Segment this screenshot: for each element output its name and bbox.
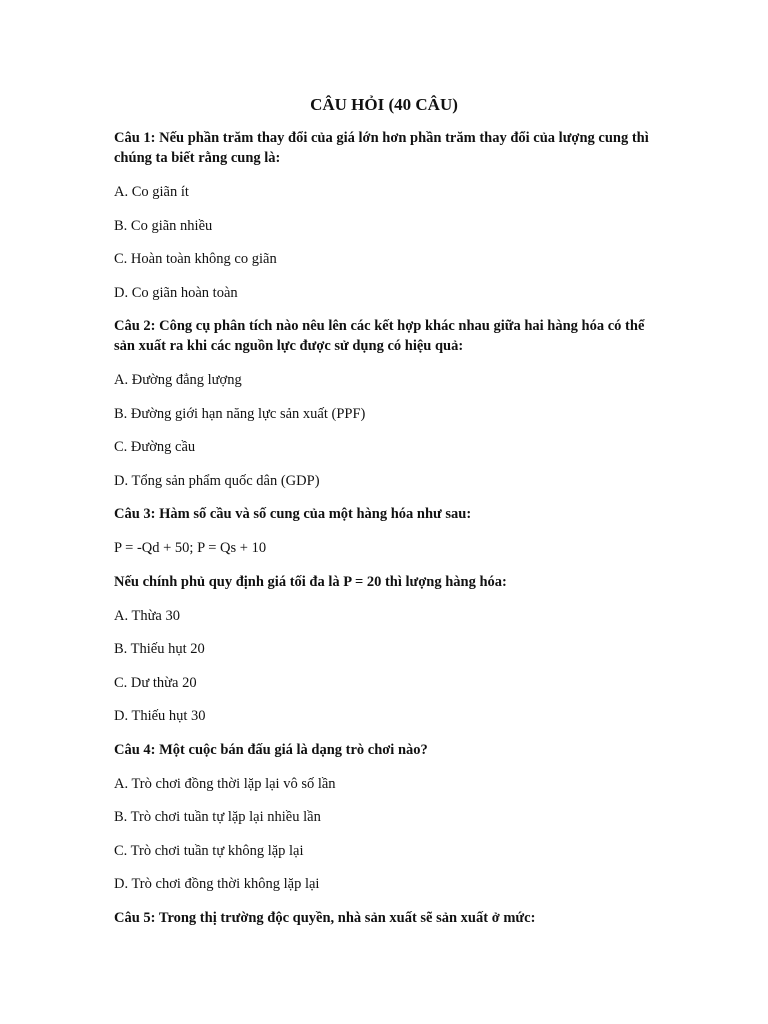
question-4-option-a: A. Trò chơi đồng thời lặp lại vô số lần [114,775,336,792]
question-list [114,128,659,942]
question-4-stem: Câu 4: Một cuộc bán đấu giá là dạng trò chơi nào? [114,741,428,758]
question-5-stem: Câu 5: Trong thị trường độc quyền, nhà sản xuất sẽ sản xuất ở mức: [114,909,536,926]
question-3-option-d: D. Thiếu hụt 30 [114,708,206,724]
question-1-option-a: A. Co giãn ít [114,184,189,200]
question-2-option-a: A. Đường đẳng lượng [114,372,242,388]
question-2-option-d: D. Tổng sản phẩm quốc dân (GDP) [114,472,320,489]
question-2-option-c: C. Đường cầu [114,439,196,455]
question-4-option-d: D. Trò chơi đồng thời không lặp lại [114,876,320,892]
question-2-option-b: B. Đường giới hạn năng lực sản xuất (PPF) [114,405,366,422]
question-3-option-a: A. Thừa 30 [114,607,180,624]
question-3-formula: P = -Qd + 50; P = Qs + 10 [114,540,267,556]
question-3-option-b: B. Thiếu hụt 20 [114,641,205,657]
question-3-sub-stem: Nếu chính phủ quy định giá tối đa là P = 20 thì lượng hàng hóa: [114,573,507,590]
question-1-option-d: D. Co giãn hoàn toàn [114,284,238,301]
question-2-stem: Câu 2: Công cụ phân tích nào nêu lên các kết hợp khác nhau giữa hai hàng hóa có thể sản xuất ra khi các nguồn lực được sử dụng có hiệu quả: [114,318,645,354]
question-4-option-c: C. Trò chơi tuần tự không lặp lại [114,842,304,859]
question-1-option-b: B. Co giãn nhiều [114,217,213,234]
question-3-option-c: C. Dư thừa 20 [114,674,197,691]
question-4-option-b: B. Trò chơi tuần tự lặp lại nhiều lần [114,809,321,825]
question-3-stem: Câu 3: Hàm số cầu và số cung của một hàng hóa như sau: [114,506,472,522]
document-title: CÂU HỎI (40 CÂU) [310,95,458,114]
question-1-option-c: C. Hoàn toàn không co giãn [114,251,277,267]
question-1-stem: Câu 1: Nếu phần trăm thay đổi của giá lớn hơn phần trăm thay đổi của lượng cung thì chúng ta biết rằng cung là: [114,130,649,166]
